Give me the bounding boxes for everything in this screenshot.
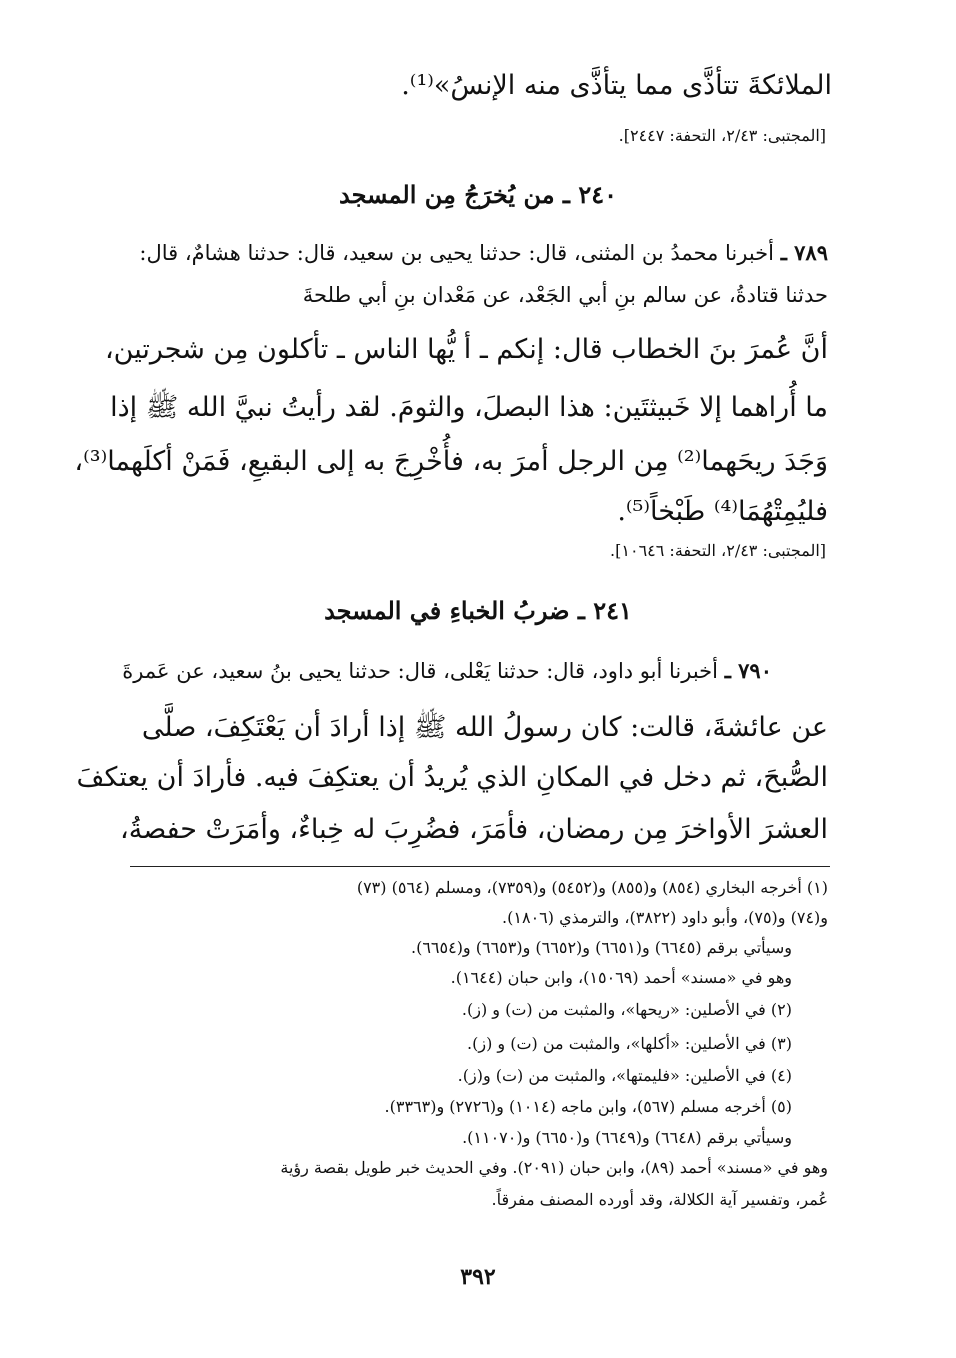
matn-line: عن عائشةَ، قالت: كان رسولُ الله ﷺ إذا أرادَ أن يَعْتَكِفَ، صلَّى bbox=[141, 712, 828, 743]
matn-line: الصُّبحَ، ثم دخل في المكانِ الذي يُريدُ أن يعتكِفَ فيه. فأرادَ أن يعتكفَ bbox=[76, 762, 828, 793]
continuation-line: الملائكةَ تتأذَّى مما يتأذَّى منه الإنسُ»⁽¹⁾. bbox=[401, 70, 832, 101]
matn-line: أنَّ عُمرَ بنَ الخطاب قال: إنكم ـ أ يُّها الناس ـ تأكلون مِن شجرتين، bbox=[104, 334, 828, 365]
reference-citation: [المجتبى: ٢/٤٣، التحفة: ١٠٦٤٦]. bbox=[610, 541, 826, 560]
hadith-number: ٧٩٠ ـ bbox=[724, 658, 772, 683]
chapter-heading: ٢٤١ ـ ضربُ الخباءِ في المسجد bbox=[324, 596, 632, 625]
reference-citation: [المجتبى: ٢/٤٣، التحفة: ٢٤٤٧]. bbox=[618, 126, 826, 145]
footnote: وسيأتي برقم (٦٦٤٨) و(٦٦٤٩) و(٦٦٥٠) و(١١٠٧٠). bbox=[462, 1128, 792, 1147]
footnote: وهو في «مسند» أحمد (١٥٠٦٩)، وابن حبان (١٦٤٤). bbox=[450, 968, 792, 987]
footnote: (٣) في الأصلين: «أكلها»، والمثبت من (ت) و (ز). bbox=[467, 1034, 792, 1053]
matn-line: العشرَ الأواخرَ مِن رمضان، فأمَرَ، فضُرِبَ له خِباءٌ، وأمَرَتْ حفصةُ، bbox=[120, 814, 828, 845]
footnote-separator bbox=[130, 866, 830, 867]
footnote: (٢) في الأصلين: «ريحها»، والمثبت من (ت) و (ز). bbox=[461, 1000, 792, 1019]
hadith-chain-line bbox=[122, 658, 772, 683]
footnote: و(٧٤) و(٧٥)، وأبو داود (٣٨٢٢)، والترمذي (١٨٠٦). bbox=[502, 908, 828, 927]
footnote: (٥) أخرجه مسلم (٥٦٧)، وابن ماجه (١٠١٤) و(٢٧٢٦) و(٣٣٦٣). bbox=[384, 1097, 792, 1116]
matn-line: فليُمِتْهُمَا⁽⁴⁾ طَبْخاً⁽⁵⁾. bbox=[617, 496, 828, 527]
footnote: وهو في «مسند» أحمد (٨٩)، وابن حبان (٢٠٩١). وفي الحديث خبر طويل بقصة رؤية bbox=[280, 1158, 828, 1177]
page-number: ٣٩٢ bbox=[460, 1264, 496, 1290]
matn-line: وَجَدَ ريحَهما⁽²⁾ مِن الرجل أمرَ به، فأُخْرِجَ به إلى البقيعِ، فَمَنْ أكلَهما⁽³⁾، bbox=[74, 446, 828, 477]
hadith-chain-line: حدثنا قتادةُ، عن سالم بنِ أبي الجَعْد، عن مَعْدان بنِ أبي طلحةَ bbox=[302, 283, 828, 307]
hadith-chain-line bbox=[139, 240, 828, 265]
isnad-text: أخبرنا أبو داود، قال: حدثنا يَعْلى، قال: حدثنا يحيى بنُ سعيد، عن عَمرةَ bbox=[122, 659, 718, 683]
matn-line: ما أُراهما إلا خَبيثتَين: هذا البصلَ، والثومَ. لقد رأيتُ نبيَّ الله ﷺ إذا bbox=[110, 392, 828, 423]
footnote: (١) أخرجه البخاري (٨٥٤) و(٨٥٥) و(٥٤٥٢) و(٧٣٥٩)، ومسلم (٥٦٤) (٧٣) bbox=[356, 878, 828, 897]
footnote: وسيأتي برقم (٦٦٤٥) و(٦٦٥١) و(٦٦٥٢) و(٦٦٥٣) و(٦٦٥٤). bbox=[410, 938, 792, 957]
hadith-number: ٧٨٩ ـ bbox=[780, 240, 828, 265]
footnote: (٤) في الأصلين: «فليمتها»، والمثبت من (ت) و(ز). bbox=[457, 1066, 792, 1085]
isnad-text: أخبرنا محمدُ بن المثنى، قال: حدثنا يحيى بن سعيد، قال: حدثنا هشامٌ، قال: bbox=[139, 241, 774, 265]
chapter-heading: ٢٤٠ ـ من يُخرَجُ مِن المسجد bbox=[339, 180, 617, 209]
footnote: عُمر، وتفسير آية الكلالة، وقد أورده المصنف مفرقاً. bbox=[491, 1190, 828, 1209]
